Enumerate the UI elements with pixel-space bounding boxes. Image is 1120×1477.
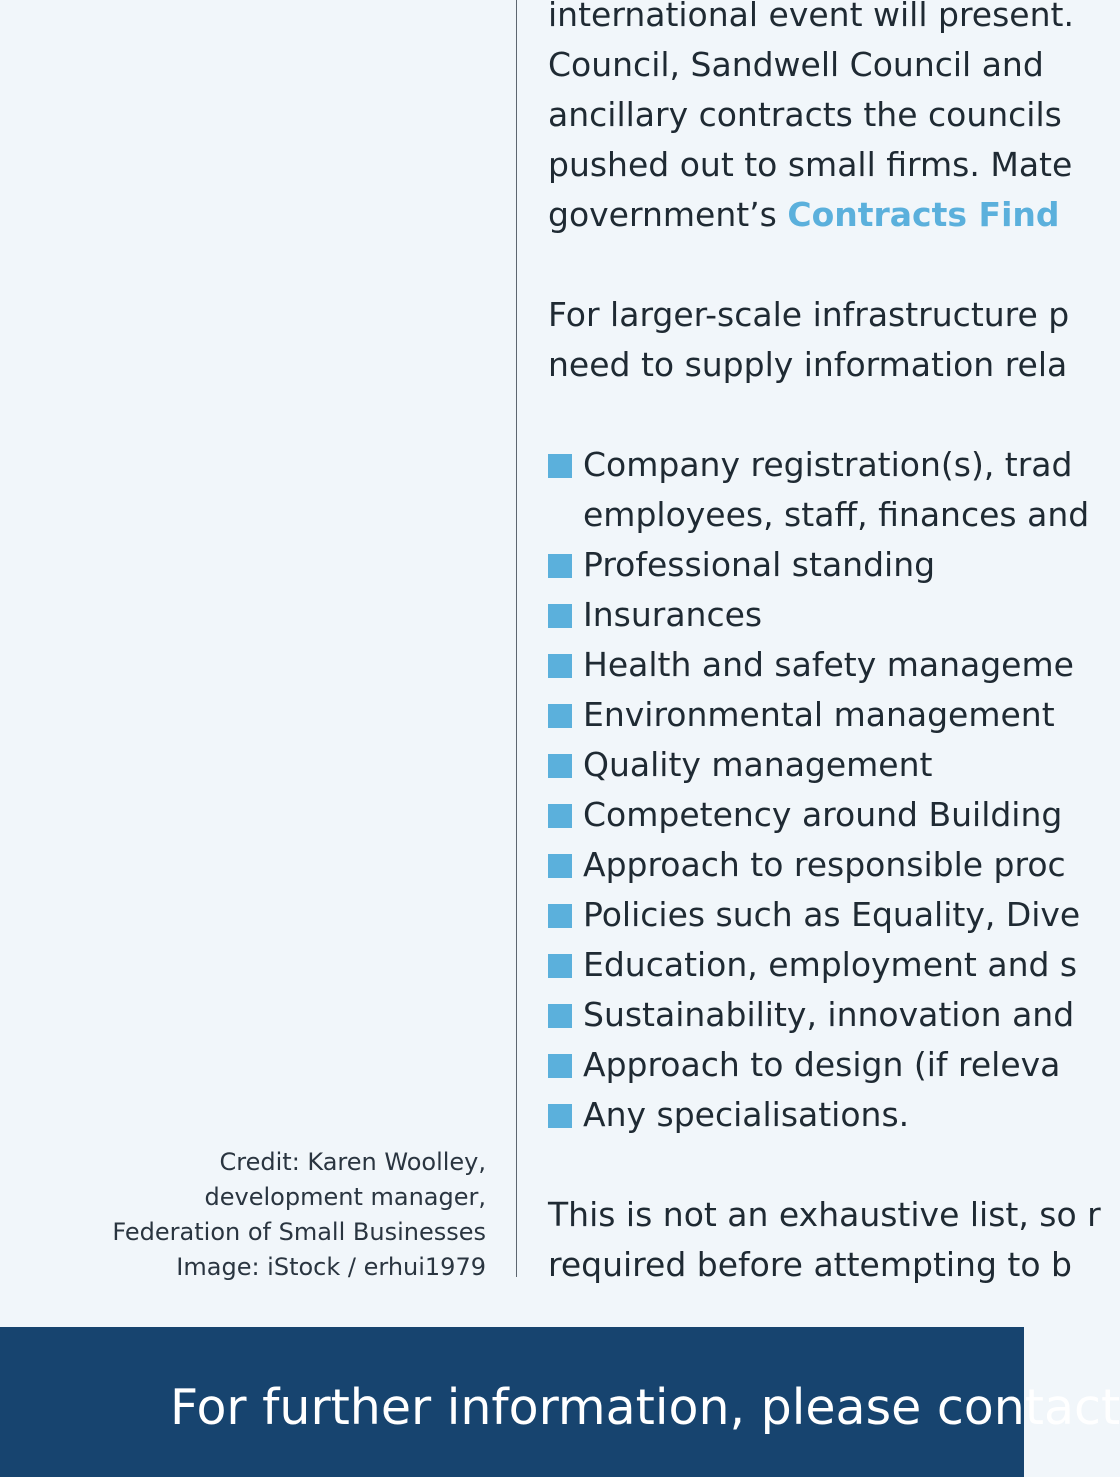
credit-line: Credit: Karen Woolley, (219, 1148, 486, 1176)
list-item (548, 690, 1055, 740)
list-item-text: Any specialisations. (583, 1095, 910, 1134)
paragraph-line: Council, Sandwell Council and (548, 45, 1044, 84)
list-item-text: Sustainability, innovation and (583, 995, 1075, 1034)
list-item (548, 640, 1074, 690)
requirements-paragraph (548, 290, 1070, 390)
paragraph-line: This is not an exhaustive list, so r (548, 1195, 1101, 1234)
list-item-text: Insurances (583, 595, 763, 634)
paragraph-line (548, 190, 1060, 240)
list-item (548, 940, 1078, 990)
paragraph-gap (548, 390, 1024, 440)
list-item-text: Professional standing (583, 545, 936, 584)
credit-line: Image: iStock / erhui1979 (176, 1253, 486, 1281)
contact-footer-banner (0, 1327, 1120, 1477)
list-item-text: Approach to responsible proc (583, 845, 1066, 884)
list-item (548, 440, 1073, 490)
square-bullet-icon (548, 554, 572, 578)
square-bullet-icon (548, 1054, 572, 1078)
list-item-text: Policies such as Equality, Dive (583, 895, 1081, 934)
paragraph-line: For larger-scale infrastructure p (548, 295, 1070, 334)
list-item (548, 990, 1075, 1040)
list-item (548, 740, 1024, 790)
paragraph-line: international event will present. (548, 0, 1074, 34)
paragraph-line: ancillary contracts the councils (548, 95, 1062, 134)
paragraph-gap (548, 240, 1024, 290)
list-item-text: Competency around Building (583, 795, 1063, 834)
list-item (548, 840, 1066, 890)
list-item (548, 790, 1063, 840)
list-item-text: Approach to design (if releva (583, 1045, 1061, 1084)
list-item-text: Environmental management (583, 695, 1055, 734)
paragraph-line: need to supply information rela (548, 345, 1068, 384)
list-item-text: Company registration(s), trad (583, 445, 1073, 484)
image-credit (66, 1145, 486, 1285)
paragraph-line: required before attempting to b (548, 1245, 1072, 1284)
square-bullet-icon (548, 454, 572, 478)
list-item-text: Education, employment and s (583, 945, 1078, 984)
square-bullet-icon (548, 954, 572, 978)
list-item-text: Health and safety manageme (583, 645, 1074, 684)
list-item-continuation: employees, staff, finances and (583, 495, 1090, 534)
column-divider (516, 0, 517, 1277)
footer-contact-text: For further information, please contact (170, 1379, 1120, 1436)
paragraph-line: pushed out to small firms. Mate (548, 145, 1073, 184)
square-bullet-icon (548, 904, 572, 928)
intro-paragraph (548, 0, 1074, 240)
list-item (548, 590, 1024, 640)
article-body (548, 0, 1101, 1290)
square-bullet-icon (548, 654, 572, 678)
square-bullet-icon (548, 1004, 572, 1028)
square-bullet-icon (548, 1104, 572, 1128)
list-item (548, 540, 1024, 590)
list-item (548, 1040, 1061, 1090)
closing-paragraph (548, 1190, 1101, 1290)
list-item (548, 890, 1081, 940)
credit-line: Federation of Small Businesses (112, 1218, 486, 1246)
paragraph-gap (548, 1140, 1024, 1190)
square-bullet-icon (548, 804, 572, 828)
square-bullet-icon (548, 704, 572, 728)
paragraph-text: government’s (548, 195, 788, 234)
list-item (548, 1090, 1024, 1140)
credit-line: development manager, (204, 1183, 486, 1211)
square-bullet-icon (548, 854, 572, 878)
list-item-text: Quality management (583, 745, 933, 784)
contracts-finder-link[interactable]: Contracts Find (787, 195, 1060, 234)
square-bullet-icon (548, 754, 572, 778)
square-bullet-icon (548, 604, 572, 628)
requirements-bullet-list (548, 440, 1090, 1140)
